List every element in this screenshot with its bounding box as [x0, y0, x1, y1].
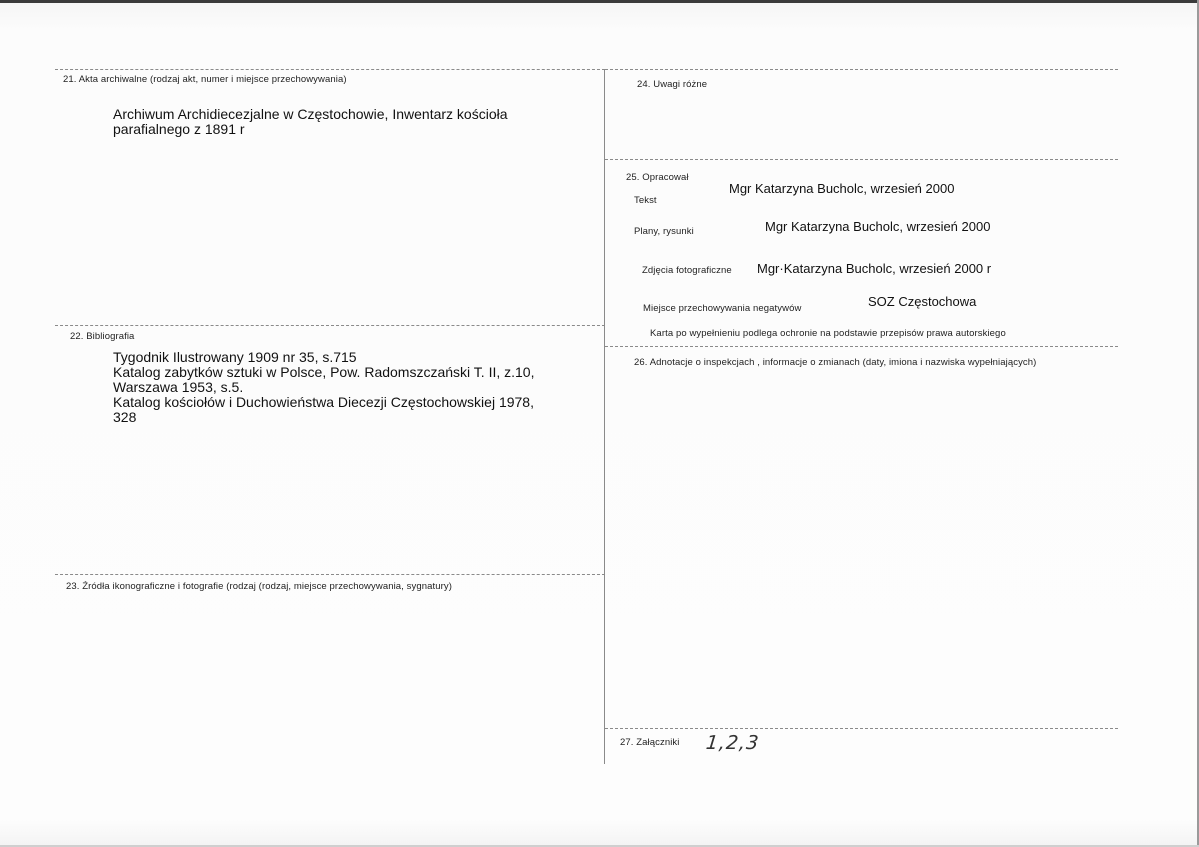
archive-line-2: parafialnego z 1891 r — [113, 121, 245, 137]
section-27-label: 27. Załączniki — [620, 737, 680, 748]
copyright-note: Karta po wypełnieniu podlega ochronie na podstawie przepisów prawa autorskiego — [650, 328, 1006, 339]
section-23-label: 23. Źródła ikonograficzne i fotografie (rodzaj (rodzaj, miejsce przechowywania, sygnatury) — [66, 581, 453, 592]
section-24-label: 24. Uwagi różne — [637, 79, 708, 90]
section-26-label: 26. Adnotacje o inspekcjach , informacje o zmianach (daty, imiona i nazwiska wypełniających) — [634, 357, 1037, 368]
photos-author-label: Zdjęcia fotograficzne — [642, 265, 732, 276]
bibliography-line-5: 328 — [113, 409, 137, 425]
photos-author-value: Mgr·Katarzyna Bucholc, wrzesień 2000 r — [757, 261, 992, 276]
section-25-label: 25. Opracował — [626, 172, 689, 183]
section-21-content — [113, 107, 508, 137]
bibliography-line-1: Tygodnik Ilustrowany 1909 nr 35, s.715 — [113, 349, 357, 365]
divider-top-left — [55, 69, 605, 70]
bibliography-list — [113, 350, 534, 425]
divider-26-27 — [605, 728, 1118, 729]
negatives-location-label: Miejsce przechowywania negatywów — [643, 303, 802, 314]
bibliography-line-4: Katalog kościołów i Duchowieństwa Diecezji Częstochowskiej 1978, — [113, 394, 534, 410]
section-21-label: 21. Akta archiwalne (rodzaj akt, numer i miejsce przechowywania) — [63, 74, 347, 85]
divider-25-26 — [605, 346, 1118, 347]
column-divider — [604, 69, 605, 764]
divider-21-22 — [55, 325, 605, 326]
divider-22-23 — [55, 574, 605, 575]
archive-line-1: Archiwum Archidiecezjalne w Częstochowie, Inwentarz kościoła — [113, 106, 508, 122]
bibliography-line-3: Warszawa 1953, s.5. — [113, 379, 244, 395]
divider-top-right — [605, 69, 1118, 70]
section-22-label: 22. Bibliografia — [70, 331, 135, 342]
negatives-location-value: SOZ Częstochowa — [868, 294, 977, 309]
text-author-label: Tekst — [634, 195, 657, 206]
attachments-handwritten-value: 1,2,3 — [704, 732, 761, 754]
drawings-author-value: Mgr Katarzyna Bucholc, wrzesień 2000 — [765, 219, 991, 234]
top-edge — [0, 0, 1199, 3]
bibliography-line-2: Katalog zabytków sztuki w Polsce, Pow. Radomszczański T. II, z.10, — [113, 364, 535, 380]
divider-24-25 — [605, 159, 1118, 160]
text-author-value: Mgr Katarzyna Bucholc, wrzesień 2000 — [729, 181, 955, 196]
drawings-author-label: Plany, rysunki — [634, 226, 694, 237]
